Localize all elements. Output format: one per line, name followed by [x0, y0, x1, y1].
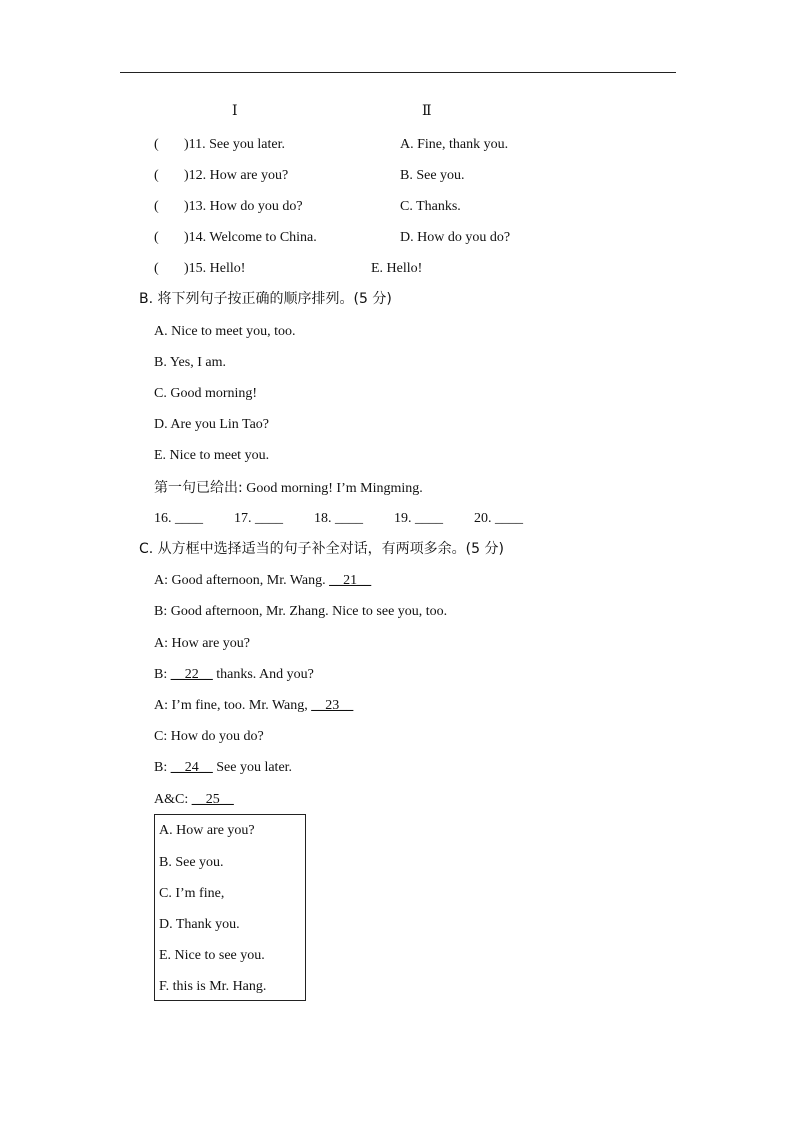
answer-paren: (: [154, 199, 159, 214]
dialogue-line: [154, 760, 292, 776]
option-e: E. Hello!: [371, 261, 423, 276]
box-option: F. this is Mr. Hang.: [159, 979, 267, 994]
dialogue-text: C: How do you do?: [154, 729, 264, 744]
dialogue-text: B:: [154, 760, 171, 775]
option-a: A. Fine, thank you.: [400, 137, 509, 152]
question-13: )13. How do you do?: [184, 199, 303, 214]
box-option: A. How are you?: [159, 823, 255, 838]
options-box: [154, 814, 306, 1001]
dialogue-text: thanks. And you?: [212, 667, 314, 682]
dialogue-line: [154, 636, 250, 652]
question-12: )12. How are you?: [184, 168, 289, 183]
dialogue-text: A: I’m fine, too. Mr. Wang,: [154, 698, 312, 713]
column-heading-1: Ⅰ: [232, 104, 238, 119]
sentence-option: B. Yes, I am.: [154, 355, 226, 370]
dialogue-text: See you later.: [212, 760, 293, 775]
answer-paren: (: [154, 230, 159, 245]
dialogue-blank: __24__: [170, 760, 213, 775]
dialogue-text: A: Good afternoon, Mr. Wang.: [154, 573, 330, 588]
sentence-option: A. Nice to meet you, too.: [154, 324, 296, 339]
question-15: )15. Hello!: [184, 261, 246, 276]
sentence-option: C. Good morning!: [154, 386, 258, 401]
sentence-option: E. Nice to meet you.: [154, 448, 270, 463]
dialogue-line: [154, 604, 447, 620]
answer-paren: (: [154, 137, 159, 152]
dialogue-line: [154, 729, 264, 745]
question-11: )11. See you later.: [184, 137, 285, 152]
box-option: E. Nice to see you.: [159, 948, 265, 963]
column-heading-2: Ⅱ: [422, 104, 432, 119]
dialogue-text: A: How are you?: [154, 636, 251, 651]
dialogue-text: B: Good afternoon, Mr. Zhang. Nice to see you, too.: [154, 604, 448, 619]
dialogue-text: B:: [154, 667, 171, 682]
given-prefix: 第一句已给出:: [154, 480, 243, 496]
dialogue-blank: __23__: [311, 698, 354, 713]
answer-paren: (: [154, 168, 159, 183]
answer-blank-17: 17. ____: [234, 511, 283, 526]
dialogue-blank: __21__: [329, 573, 372, 588]
dialogue-line: [154, 667, 314, 683]
section-c-title: C. 从方框中选择适当的句子补全对话，有两项多余。(5 分): [139, 541, 504, 557]
dialogue-blank: __25__: [191, 792, 234, 807]
answer-blank-18: 18. ____: [314, 511, 363, 526]
dialogue-text: A&C:: [154, 792, 192, 807]
answer-blank-16: 16. ____: [154, 511, 203, 526]
box-option: C. I’m fine,: [159, 886, 225, 901]
answer-paren: (: [154, 261, 159, 276]
box-option: B. See you.: [159, 855, 224, 870]
dialogue-line: [154, 573, 371, 589]
given-sentence: [154, 480, 423, 497]
box-option: D. Thank you.: [159, 917, 240, 932]
header-rule: [120, 72, 676, 73]
option-d: D. How do you do?: [400, 230, 511, 245]
dialogue-line: [154, 792, 234, 808]
section-b-title: B. 将下列句子按正确的顺序排列。(5 分): [139, 291, 392, 307]
answer-blank-20: 20. ____: [474, 511, 523, 526]
sentence-option: D. Are you Lin Tao?: [154, 417, 270, 432]
option-b: B. See you.: [400, 168, 465, 183]
answer-blank-19: 19. ____: [394, 511, 443, 526]
dialogue-blank: __22__: [170, 667, 213, 682]
dialogue-line: [154, 698, 353, 714]
given-text: Good morning! I’m Mingming.: [242, 481, 423, 496]
question-14: )14. Welcome to China.: [184, 230, 317, 245]
option-c: C. Thanks.: [400, 199, 461, 214]
